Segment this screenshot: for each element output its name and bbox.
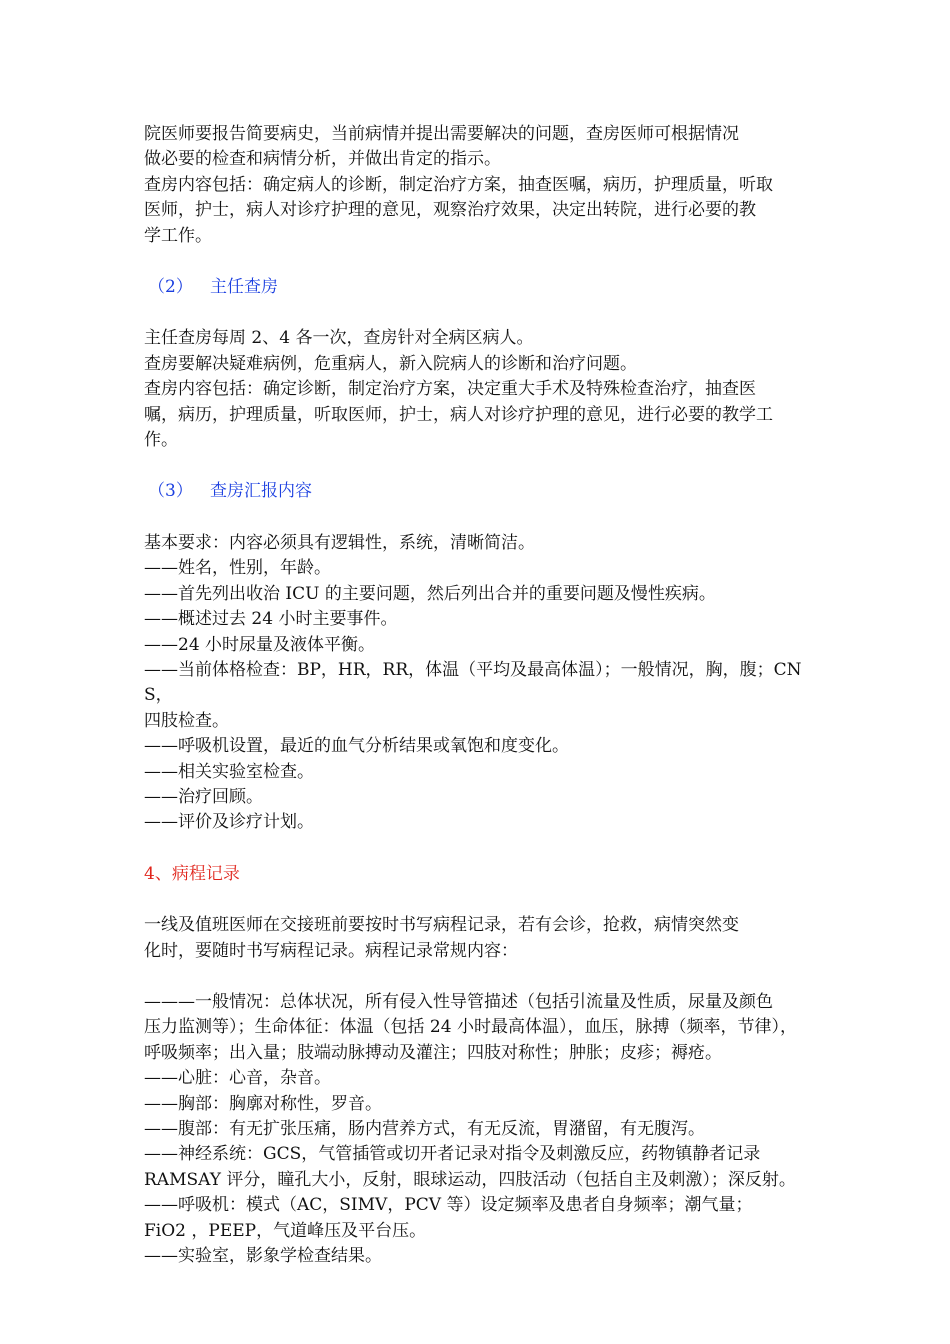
section-title: 查房汇报内容 [210, 481, 312, 502]
text-line: 做必要的检查和病情分析，并做出肯定的指示。 [144, 149, 501, 170]
text-line: 基本要求：内容必须具有逻辑性，系统，清晰简洁。 [144, 532, 535, 553]
text-line: 医师，护士，病人对诊疗护理的意见，观察治疗效果，决定出转院，进行必要的教 [144, 200, 756, 221]
list-item: ——姓名，性别，年龄。 [144, 558, 331, 579]
section-heading-progress-notes: 4、病程记录 [144, 863, 240, 884]
document-body [144, 122, 824, 1269]
section-heading-rounds-report [144, 479, 824, 504]
intro-paragraph [144, 122, 824, 249]
text-line: 作。 [144, 430, 178, 451]
text-line: 查房内容包括：确定病人的诊断，制定治疗方案，抽查医嘱，病历，护理质量，听取 [144, 174, 773, 195]
rounds-report-list [144, 531, 824, 836]
section-number: （2） [148, 277, 193, 298]
list-item: ——当前体格检查：BP，HR，RR，体温（平均及最高体温）；一般情况，胸，腹；CNS， [144, 659, 802, 706]
list-item: ——24 小时尿量及液体平衡。 [144, 634, 376, 655]
list-item-continued: 压力监测等）；生命体征：体温（包括 24 小时最高体温），血压，脉搏（频率，节律）， [144, 1017, 797, 1038]
text-line: 学工作。 [144, 225, 212, 246]
list-item-continued: 呼吸频率；出入量；肢端动脉搏动及灌注；四肢对称性；肿胀；皮疹；褥疮。 [144, 1042, 722, 1063]
list-item-continued: RAMSAY 评分，瞳孔大小，反射，眼球运动，四肢活动（包括自主及刺激）；深反射。 [144, 1169, 796, 1190]
list-item: ——呼吸机：模式（AC，SIMV，PCV 等）设定频率及患者自身频率；潮气量； [144, 1195, 753, 1216]
list-item: ——心脏：心音，杂音。 [144, 1068, 331, 1089]
text-line: 查房要解决疑难病例，危重病人，新入院病人的诊断和治疗问题。 [144, 353, 637, 374]
progress-notes-intro [144, 913, 824, 964]
progress-notes-list [144, 990, 824, 1269]
list-item-continued: 四肢检查。 [144, 710, 229, 731]
list-item: ——胸部：胸廓对称性，罗音。 [144, 1093, 382, 1114]
list-item: ——呼吸机设置，最近的血气分析结果或氧饱和度变化。 [144, 736, 569, 757]
list-item: ——腹部：有无扩张压痛，肠内营养方式，有无反流，胃潴留，有无腹泻。 [144, 1119, 705, 1139]
list-item-continued: FiO2 ，PEEP，气道峰压及平台压。 [144, 1220, 427, 1241]
list-item: ——神经系统：GCS，气管插管或切开者记录对指令及刺激反应，药物镇静者记录 [144, 1144, 761, 1165]
section-title: 主任查房 [210, 277, 278, 298]
list-item: ——评价及诊疗计划。 [144, 812, 314, 833]
text-line: 查房内容包括：确定诊断，制定治疗方案，决定重大手术及特殊检查治疗，抽查医 [144, 379, 756, 400]
list-item: ——首先列出收治 ICU 的主要问题，然后列出合并的重要问题及慢性疾病。 [144, 583, 716, 604]
text-line: 嘱，病历，护理质量，听取医师，护士，病人对诊疗护理的意见，进行必要的教学工 [144, 404, 773, 425]
section-heading-director-rounds [144, 275, 824, 300]
list-item: ———一般情况：总体状况，所有侵入性导管描述（包括引流量及性质，尿量及颜色 [144, 991, 773, 1012]
text-line: 院医师要报告简要病史，当前病情并提出需要解决的问题，查房医师可根据情况 [144, 124, 739, 144]
list-item: ——实验室，影象学检查结果。 [144, 1246, 382, 1267]
director-rounds-paragraph [144, 326, 824, 453]
section-number: （3） [148, 481, 193, 502]
list-item: ——治疗回顾。 [144, 786, 263, 807]
text-line: 主任查房每周 2、4 各一次，查房针对全病区病人。 [144, 328, 534, 349]
list-item: ——相关实验室检查。 [144, 761, 314, 782]
list-item: ——概述过去 24 小时主要事件。 [144, 609, 398, 630]
text-line: 化时，要随时书写病程记录。病程记录常规内容： [144, 940, 518, 961]
text-line: 一线及值班医师在交接班前要按时书写病程记录，若有会诊，抢救，病情突然变 [144, 915, 739, 936]
